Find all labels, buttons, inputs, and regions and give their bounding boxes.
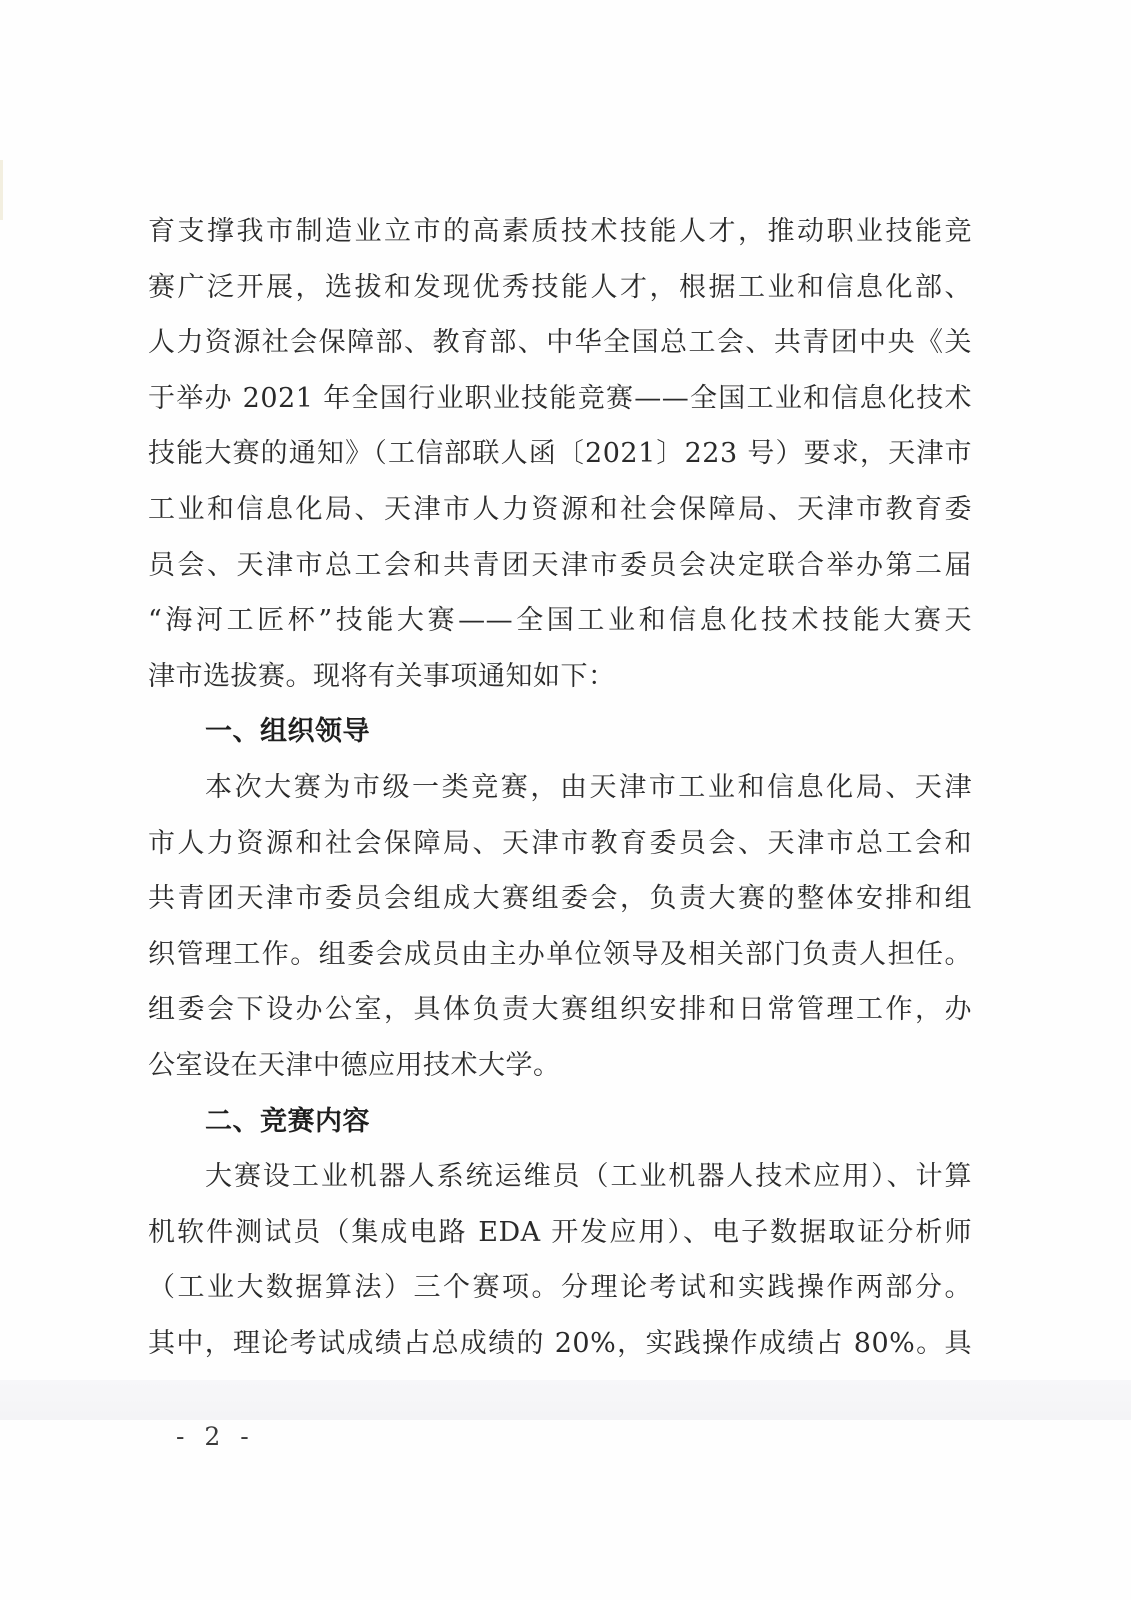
paragraph-line: 技能大赛的通知》（工信部联人函〔2021〕223 号）要求，天津市: [148, 438, 972, 470]
paragraph-line: 织管理工作。组委会成员由主办单位领导及相关部门负责人担任。: [148, 938, 972, 970]
paragraph-line: 机软件测试员（集成电路 EDA 开发应用）、电子数据取证分析师: [148, 1216, 972, 1248]
paragraph-line: 人力资源社会保障部、教育部、中华全国总工会、共青团中央《关: [148, 327, 972, 359]
paragraph-line: 共青团天津市委员会组成大赛组委会，负责大赛的整体安排和组: [148, 883, 972, 915]
page-number: - 2 -: [176, 1422, 255, 1451]
paragraph-line: 市人力资源和社会保障局、天津市教育委员会、天津市总工会和: [148, 827, 972, 859]
paragraph-line: （工业大数据算法）三个赛项。分理论考试和实践操作两部分。: [148, 1272, 972, 1304]
paragraph-line: 赛广泛开展，选拔和发现优秀技能人才，根据工业和信息化部、: [148, 271, 972, 303]
paragraph-line: 大赛设工业机器人系统运维员（工业机器人技术应用）、计算: [205, 1161, 972, 1193]
scan-edge-mark: [0, 160, 3, 220]
document-body: [148, 204, 972, 1371]
paragraph-line: 于举办 2021 年全国行业职业技能竞赛——全国工业和信息化技术: [148, 382, 972, 414]
paragraph-line: 公室设在天津中德应用技术大学。: [148, 1049, 561, 1081]
paragraph-line: 组委会下设办公室，具体负责大赛组织安排和日常管理工作，办: [148, 994, 972, 1026]
section-heading-organization: 一、组织领导: [205, 716, 370, 748]
paragraph-line: 育支撑我市制造业立市的高素质技术技能人才，推动职业技能竞: [148, 216, 972, 247]
paragraph-line: 工业和信息化局、天津市人力资源和社会保障局、天津市教育委: [148, 493, 972, 525]
paragraph-line: 其中，理论考试成绩占总成绩的 20%，实践操作成绩占 80%。具: [148, 1327, 972, 1359]
paragraph-line: 员会、天津市总工会和共青团天津市委员会决定联合举办第二届: [148, 549, 972, 581]
scan-shadow-band: [0, 1380, 1131, 1420]
paragraph-line: 津市选拔赛。现将有关事项通知如下：: [148, 660, 616, 692]
paragraph-line: “海河工匠杯”技能大赛——全国工业和信息化技术技能大赛天: [148, 605, 972, 637]
paragraph-line: 本次大赛为市级一类竞赛，由天津市工业和信息化局、天津: [205, 771, 972, 803]
section-heading-content: 二、竞赛内容: [205, 1105, 370, 1137]
